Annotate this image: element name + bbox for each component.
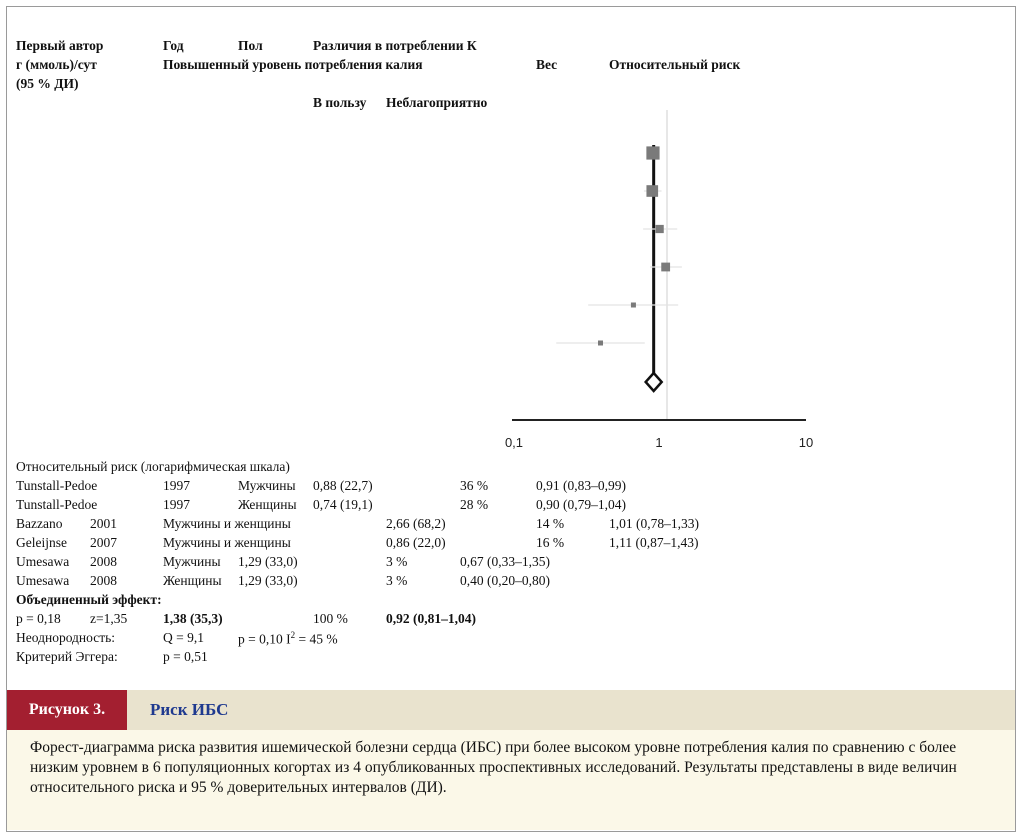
heterogeneity-q: Q = 9,1 <box>163 630 204 645</box>
row-sex: Мужчины <box>238 478 296 493</box>
row-year: 2008 <box>90 554 117 569</box>
row-author: Geleijnse <box>16 535 67 550</box>
row-rr: 0,91 (0,83–0,99) <box>536 478 626 493</box>
row-sex: Мужчины и женщины <box>163 535 291 550</box>
header-author-cont: г (ммоль)/сут <box>16 57 97 72</box>
figure-title: Риск ИБС <box>150 700 229 719</box>
study-marker <box>598 341 603 346</box>
header-author: Первый автор <box>16 38 104 53</box>
row-rr: 0,67 (0,33–1,35) <box>460 554 550 569</box>
heterogeneity-p: p = 0,10 <box>238 631 283 647</box>
pooled-diff: 1,38 (35,3) <box>163 611 223 626</box>
egger-p: p = 0,51 <box>163 649 208 664</box>
row-author: Bazzano <box>16 516 63 531</box>
row-diff: 1,29 (33,0) <box>238 554 298 569</box>
row-rr: 1,11 (0,87–1,43) <box>609 535 699 550</box>
row-diff: 2,66 (68,2) <box>386 516 446 531</box>
row-diff: 0,74 (19,1) <box>313 497 373 512</box>
row-sex: Мужчины и женщины <box>163 516 291 531</box>
header-rr: Относительный риск <box>609 57 741 72</box>
pooled-z: z=1,35 <box>90 611 128 626</box>
row-rr: 0,90 (0,79–1,04) <box>536 497 626 512</box>
row-year: 2001 <box>90 516 117 531</box>
row-year: 1997 <box>163 478 190 493</box>
row-author: Umesawa <box>16 554 70 569</box>
pooled-label: Объединенный эффект: <box>16 592 162 607</box>
row-rr: 0,40 (0,20–0,80) <box>460 573 550 588</box>
row-weight: 14 % <box>536 516 565 531</box>
i2-prefix: I <box>286 631 291 647</box>
row-weight: 3 % <box>386 554 408 569</box>
row-rr: 1,01 (0,78–1,33) <box>609 516 699 531</box>
header-year: Год <box>163 38 184 53</box>
x-tick-label: 1 <box>655 435 663 450</box>
row-year: 1997 <box>163 497 190 512</box>
row-diff: 1,29 (33,0) <box>238 573 298 588</box>
pooled-weight: 100 % <box>313 611 348 626</box>
row-sex: Женщины <box>238 497 297 512</box>
row-weight: 16 % <box>536 535 565 550</box>
study-marker <box>631 303 636 308</box>
x-tick-label: 0,1 <box>504 435 524 450</box>
study-marker <box>646 146 659 159</box>
study-marker <box>646 185 658 197</box>
study-marker <box>656 225 664 233</box>
header-ci: (95 % ДИ) <box>16 76 79 91</box>
pooled-p: p = 0,18 <box>16 611 61 626</box>
figure-label: Рисунок 3. <box>7 690 127 730</box>
pooled-diamond <box>646 373 662 391</box>
header-weight: Вес <box>536 57 558 72</box>
heterogeneity-i2 <box>238 630 338 648</box>
row-year: 2007 <box>90 535 117 550</box>
row-sex: Мужчины <box>163 554 221 569</box>
i2-sup: 2 <box>290 630 296 640</box>
header-favors: В пользу <box>313 95 367 110</box>
header-unfavorable: Неблагоприятно <box>386 95 488 110</box>
header-diff-cont: Повышенный уровень потребления калия <box>163 57 423 72</box>
row-weight: 3 % <box>386 573 408 588</box>
row-author: Tunstall-Pedoe <box>16 497 98 512</box>
row-weight: 36 % <box>460 478 489 493</box>
row-diff: 0,88 (22,7) <box>313 478 373 493</box>
row-author: Tunstall-Pedoe <box>16 478 98 493</box>
heterogeneity-label: Неоднородность: <box>16 630 116 645</box>
header-sex: Пол <box>238 38 263 53</box>
i2-value: = 45 % <box>295 631 338 647</box>
pooled-rr: 0,92 (0,81–1,04) <box>386 611 476 626</box>
study-marker <box>661 263 670 272</box>
row-weight: 28 % <box>460 497 489 512</box>
egger-label: Критерий Эггера: <box>16 649 118 664</box>
row-sex: Женщины <box>163 573 222 588</box>
x-tick-label: 10 <box>798 435 814 450</box>
caption-text: Форест-диаграмма риска развития ишемической болезни сердца (ИБС) при более высоком уровне потребления калия по сравнению с более низким уровнем в 6 популяционных когортах из 4 опубликованных проспективных исследований. Результаты представлены в виде величин относительного риска и 95 % доверительных интервалов (ДИ). <box>30 739 957 796</box>
row-year: 2008 <box>90 573 117 588</box>
row-diff: 0,86 (22,0) <box>386 535 446 550</box>
row-author: Umesawa <box>16 573 70 588</box>
axis-caption: Относительный риск (логарифмическая шкала) <box>16 459 290 474</box>
header-diff: Различия в потреблении К <box>313 38 477 53</box>
